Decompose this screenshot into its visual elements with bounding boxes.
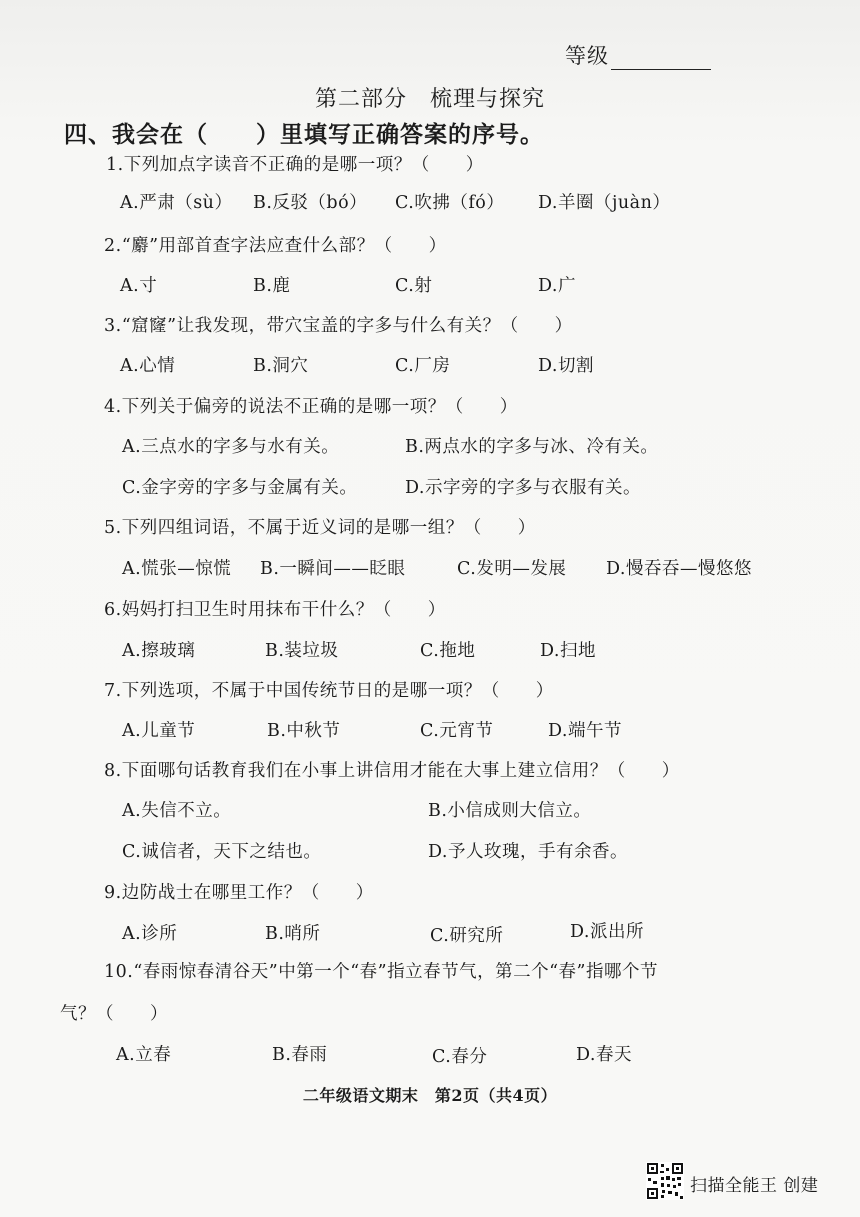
- question-1-option-c: C.吹拂（fó）: [395, 193, 505, 213]
- question-1-option-d: D.羊圈（juàn）: [538, 193, 671, 213]
- grade-blank[interactable]: [611, 49, 711, 70]
- question-7-option-b: B.中秋节: [267, 721, 341, 741]
- question-8-option-a: A.失信不立。: [122, 801, 232, 821]
- question-3-stem: 3.“窟窿”让我发现，带穴宝盖的字多与什么有关？（ ）: [104, 316, 573, 336]
- question-4-option-a: A.三点水的字多与水有关。: [122, 437, 340, 457]
- part-title: 第二部分 梳理与探究: [314, 87, 545, 112]
- question-8-option-d: D.予人玫瑰，手有余香。: [428, 842, 628, 862]
- scanner-watermark: [646, 1162, 818, 1204]
- question-4-option-d: D.示字旁的字多与衣服有关。: [405, 478, 641, 498]
- question-3-option-b: B.洞穴: [253, 356, 309, 376]
- question-2-option-a: A.寸: [120, 276, 158, 296]
- question-2-option-d: D.广: [538, 276, 576, 296]
- question-7-option-a: A.儿童节: [122, 721, 196, 741]
- question-8-option-c: C.诚信者，天下之结也。: [122, 842, 322, 862]
- question-6-stem: 6.妈妈打扫卫生时用抹布干什么？（ ）: [104, 600, 446, 620]
- question-9-option-c: C.研究所: [430, 926, 504, 946]
- question-5-option-c: C.发明—发展: [457, 559, 567, 579]
- question-5-option-a: A.慌张—惊慌: [122, 559, 232, 579]
- question-6-option-c: C.拖地: [420, 641, 476, 661]
- question-2-option-c: C.射: [395, 276, 433, 296]
- question-9-option-a: A.诊所: [122, 924, 178, 944]
- question-10-option-b: B.春雨: [272, 1045, 328, 1065]
- question-8-stem: 8.下面哪句话教育我们在小事上讲信用才能在大事上建立信用？（ ）: [104, 761, 680, 781]
- question-4-stem: 4.下列关于偏旁的说法不正确的是哪一项？（ ）: [104, 397, 518, 417]
- question-8-option-b: B.小信成则大信立。: [428, 801, 592, 821]
- scanner-watermark-label: 扫描全能王 创建: [690, 1175, 819, 1196]
- question-2-option-b: B.鹿: [253, 276, 291, 296]
- qr-code-icon: [646, 1162, 684, 1204]
- question-7-stem: 7.下列选项，不属于中国传统节日的是哪一项？（ ）: [104, 681, 554, 701]
- question-9-stem: 9.边防战士在哪里工作？（ ）: [104, 883, 374, 903]
- grade-label: 等级: [565, 44, 609, 68]
- question-4-option-c: C.金字旁的字多与金属有关。: [122, 478, 358, 498]
- question-3-option-d: D.切割: [538, 356, 594, 376]
- question-10-stem-cont: 气？（ ）: [60, 1004, 168, 1024]
- question-1-option-b: B.反驳（bó）: [253, 193, 368, 213]
- question-1-option-a: A.严肃（sù）: [120, 193, 233, 213]
- question-5-option-d: D.慢吞吞—慢悠悠: [606, 559, 752, 579]
- question-6-option-b: B.装垃圾: [265, 641, 339, 661]
- page-footer: 二年级语文期末 第2页（共4页）: [302, 1086, 558, 1105]
- question-9-option-d: D.派出所: [570, 922, 644, 942]
- question-6-option-d: D.扫地: [540, 641, 596, 661]
- question-5-option-b: B.一瞬间——眨眼: [260, 559, 406, 579]
- question-10-option-d: D.春天: [576, 1045, 632, 1065]
- question-4-option-b: B.两点水的字多与冰、冷有关。: [405, 437, 659, 457]
- question-7-option-d: D.端午节: [548, 721, 622, 741]
- question-3-option-c: C.厂房: [395, 356, 451, 376]
- question-6-option-a: A.擦玻璃: [122, 641, 196, 661]
- question-7-option-c: C.元宵节: [420, 721, 494, 741]
- question-2-stem: 2.“麝”用部首查字法应查什么部？（ ）: [104, 236, 447, 256]
- question-9-option-b: B.哨所: [265, 924, 321, 944]
- question-10-option-a: A.立春: [116, 1045, 172, 1065]
- question-5-stem: 5.下列四组词语，不属于近义词的是哪一组？（ ）: [104, 518, 536, 538]
- question-10-stem: 10.“春雨惊春清谷天”中第一个“春”指立春节气，第二个“春”指哪个节: [104, 962, 659, 982]
- section-title: 四、我会在（ ）里填写正确答案的序号。: [64, 121, 544, 148]
- question-10-option-c: C.春分: [432, 1047, 488, 1067]
- question-1-stem: 1.下列加点字读音不正确的是哪一项？（ ）: [106, 155, 484, 175]
- grade-field: [565, 40, 711, 70]
- question-3-option-a: A.心情: [120, 356, 176, 376]
